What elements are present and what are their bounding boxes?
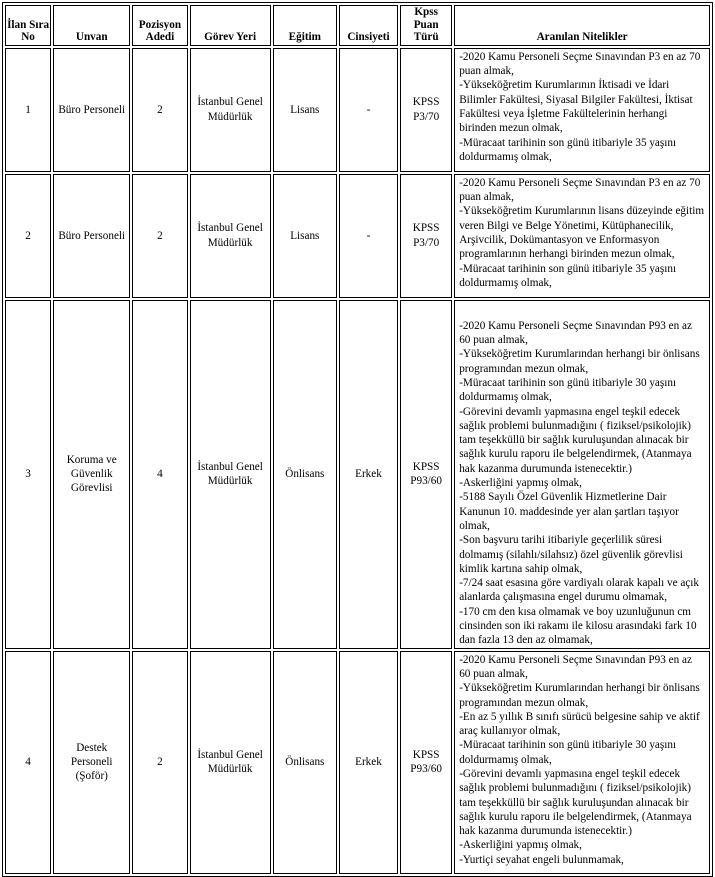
cell-gorev-yeri: İstanbul Genel Müdürlük (190, 48, 271, 172)
cell-egitim: Lisans (273, 48, 337, 172)
cell-egitim: Lisans (273, 174, 337, 298)
cell-gorev-yeri: İstanbul Genel Müdürlük (190, 651, 271, 874)
cell-nitelikler (454, 300, 710, 649)
table-row (5, 651, 710, 874)
cell-pozisyon-adedi: 2 (132, 174, 187, 298)
cell-kpss-puan-turu: KPSS P93/60 (400, 300, 452, 649)
qualification-item: -Müracaat tarihinin son günü itibariyle 35 yaşını doldurmamış olmak, (459, 136, 677, 163)
cell-sira-no: 3 (5, 300, 51, 649)
cell-egitim: Önlisans (273, 651, 337, 874)
cell-sira-no: 2 (5, 174, 51, 298)
cell-unvan: Destek Personeli (Şoför) (53, 651, 130, 874)
header-pozisyon-adedi: Pozisyon Adedi (132, 5, 187, 46)
table-row (5, 174, 710, 298)
qualification-item: -Müracaat tarihinin son günü itibariyle 30 yaşını doldurmamış olmak, (459, 376, 677, 404)
qualification-item: -Müracaat tarihinin son günü itibariyle 35 yaşını doldurmamış olmak, (459, 262, 677, 289)
qualification-item: -2020 Kamu Personeli Seçme Sınavından P93 en az 60 puan almak, (459, 319, 692, 347)
cell-nitelikler (454, 651, 710, 874)
qualification-item: -Yükseköğretim Kurumlarından herhangi bir önlisans programından mezun olmak, (459, 682, 700, 709)
cell-kpss-puan-turu: KPSS P93/60 (400, 651, 452, 874)
cell-unvan: Koruma ve Güvenlik Görevlisi (53, 300, 130, 649)
cell-nitelikler (454, 174, 710, 298)
cell-kpss-puan-turu: KPSS P3/70 (400, 174, 452, 298)
qualification-item: -5188 Sayılı Özel Güvenlik Hizmetlerine Dair Kanunun 10. maddesinde yer alan şartları taşıyor olmak, (459, 491, 679, 532)
cell-kpss-puan-turu: KPSS P3/70 (400, 48, 452, 172)
cell-cinsiyet: Erkek (339, 651, 398, 874)
header-kpss-puan-turu: Kpss Puan Türü (400, 5, 452, 46)
cell-cinsiyet: Erkek (339, 300, 398, 649)
job-listing-table (2, 2, 713, 877)
cell-cinsiyet: - (339, 48, 398, 172)
table-row (5, 48, 710, 172)
qualification-item: -2020 Kamu Personeli Seçme Sınavından P3 en az 70 puan almak, (459, 50, 701, 78)
cell-pozisyon-adedi: 2 (132, 651, 187, 874)
qualification-item: -Askerliğini yapmış olmak, (459, 839, 582, 852)
qualification-item: -2020 Kamu Personeli Seçme Sınavından P93 en az 60 puan almak, (459, 653, 692, 680)
qualification-item: -Yükseköğretim Kurumlarının lisans düzeyinde eğitim veren Bilgi ve Belge Yönetimi, Kütüphanecilik, Arşivcilik, Dokümantasyon ve Enformasyon programlarının herhangi birinden mezun olmak, (459, 205, 705, 261)
qualification-item: -Görevini devamlı yapmasına engel teşkil edecek sağlık problemi bulunmadığını ( fiziksel/psikolojik) tam teşekküllü bir sağlık kuruluşundan alınacak bir sağlık kurulu raporu ile belgelendirmek, (Atanmaya hak kazanma durumunda istenecektir.) (459, 405, 692, 475)
header-gorev-yeri: Görev Yeri (190, 5, 271, 46)
cell-gorev-yeri: İstanbul Genel Müdürlük (190, 300, 271, 649)
qualification-item: -Yurtiçi seyahat engeli bulunmamak, (459, 853, 624, 866)
cell-cinsiyet: - (339, 174, 398, 298)
qualification-item: -Askerliğini yapmış olmak, (459, 477, 582, 490)
cell-egitim: Önlisans (273, 300, 337, 649)
cell-pozisyon-adedi: 2 (132, 48, 187, 172)
header-aranilan-nitelikler: Aranılan Nitelikler (454, 5, 710, 46)
qualification-item: -Son başvuru tarihi itibariyle geçerlilik süresi dolmamış (silahlı/silahsız) özel güvenlik görevlisi kimlik kartına sahip olmak, (459, 534, 683, 575)
job-listing-document (2, 2, 713, 877)
qualification-item: -2020 Kamu Personeli Seçme Sınavından P3 en az 70 puan almak, (459, 176, 701, 204)
cell-gorev-yeri: İstanbul Genel Müdürlük (190, 174, 271, 298)
table-row (5, 300, 710, 649)
qualification-item: -170 cm den kısa olmamak ve boy uzunluğunun cm cinsinden son iki rakamı ile kilosu arasındaki fark 10 dan fazla 13 den az olmamak, (459, 605, 697, 647)
qualification-item: -Görevini devamlı yapmasına engel teşkil edecek sağlık problemi bulunmadığını ( fiziksel/psikolojik) tam teşekküllü bir sağlık kuruluşundan alınacak bir sağlık kurulu raporu ile belgelendirmek, (Atanmaya hak kazanma durumunda istenecektir.) (459, 767, 692, 838)
qualification-item: -En az 5 yıllık B sınıfı sürücü belgesine sahip ve aktif araç kullanıyor olmak, (459, 710, 700, 738)
header-egitim: Eğitim (273, 5, 337, 46)
qualification-item: -Müracaat tarihinin son günü itibariyle 30 yaşını doldurmamış olmak, (459, 739, 677, 766)
cell-nitelikler (454, 48, 710, 172)
cell-unvan: Büro Personeli (53, 48, 130, 172)
header-cinsiyet: Cinsiyeti (339, 5, 398, 46)
cell-unvan: Büro Personeli (53, 174, 130, 298)
qualification-item: -Yükseköğretim Kurumlarından herhangi bir önlisans programından mezun olmak, (459, 348, 700, 375)
header-unvan: Unvan (53, 5, 130, 46)
cell-sira-no: 4 (5, 651, 51, 874)
cell-pozisyon-adedi: 4 (132, 300, 187, 649)
header-sira-no: İlan Sıra No (5, 5, 51, 46)
qualification-item: -Yükseköğretim Kurumlarının İktisadi ve İdari Bilimler Fakültesi, Siyasal Bilgiler Fakültesi, İktisat Fakültesi veya İşletme Fakültelerinin herhangi birinden mezun olmak, (459, 79, 693, 135)
qualification-item: -7/24 saat esasına göre vardiyalı olarak kapalı ve açık alanlarda çalışmasına engel durumu olmamak, (459, 577, 700, 604)
header-row (5, 5, 710, 46)
cell-sira-no: 1 (5, 48, 51, 172)
